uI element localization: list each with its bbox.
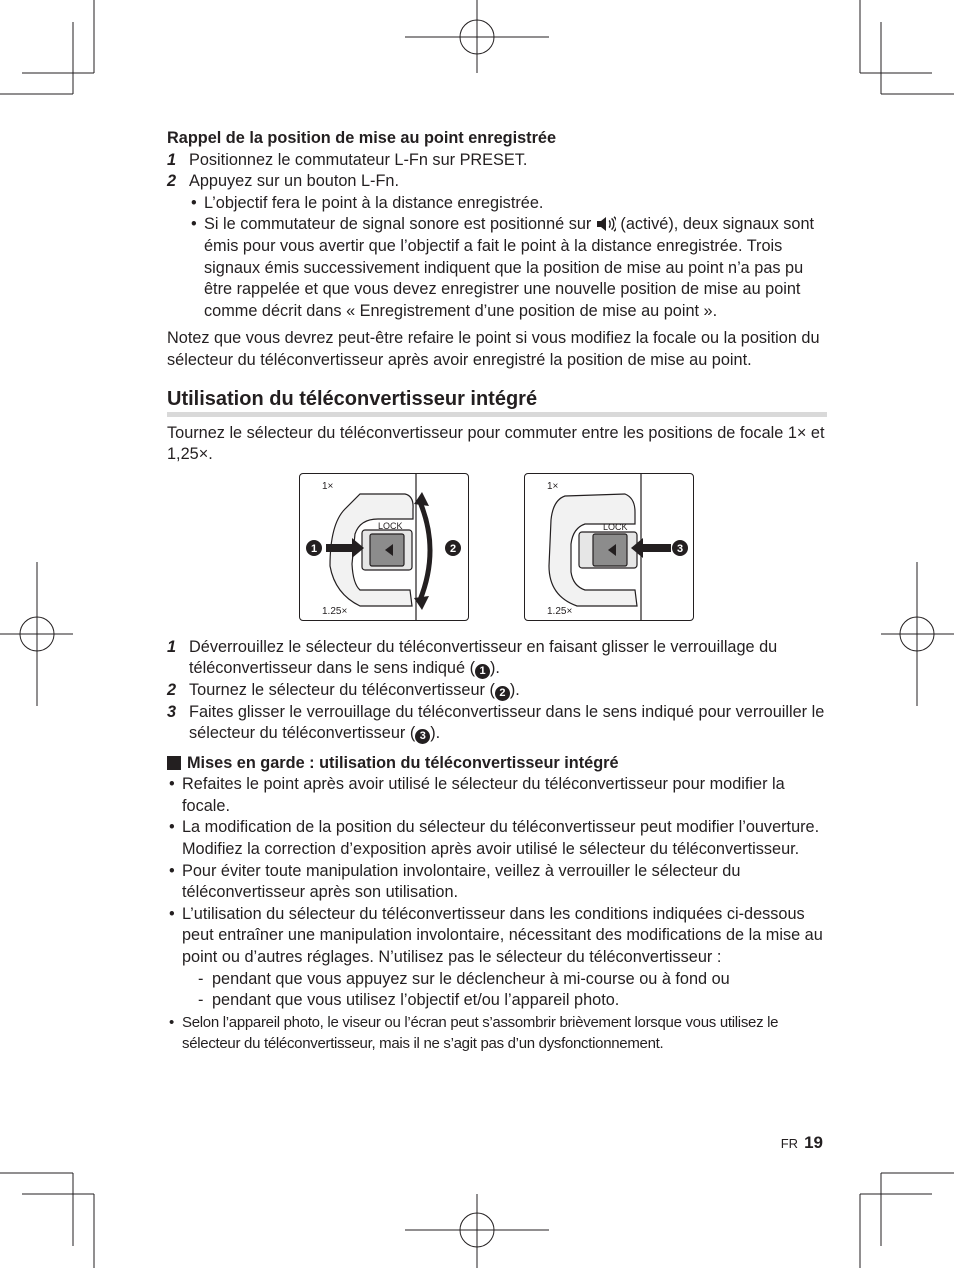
speaker-on-icon: [596, 216, 616, 232]
label-lock: LOCK: [378, 520, 403, 531]
tc-step-3: [167, 702, 829, 745]
step-text: Faites glisser le verrouillage du téléconvertisseur dans le sens indiqué pour verrouiller le sélecteur du téléconvertisseur (: [189, 702, 825, 743]
recall-step-2: [167, 171, 829, 193]
step-text: Appuyez sur un bouton L-Fn.: [189, 172, 399, 191]
caution-heading: [167, 753, 829, 775]
svg-text:2: 2: [449, 542, 457, 555]
step-text-end: ).: [509, 680, 520, 699]
step-number: 1: [167, 637, 177, 656]
step-text: Positionnez le commutateur L-Fn sur PRESET.: [189, 150, 528, 169]
section-title: Utilisation du téléconvertisseur intégré: [167, 388, 827, 417]
list-item: [189, 214, 829, 322]
label-1x: 1×: [547, 480, 559, 492]
tc-step-1: [167, 637, 829, 680]
bullet-text: L’utilisation du sélecteur du téléconvertisseur dans les conditions indiquées ci-dessous peut entraîner une manipulation involontaire, nécessitant des modifications de la mise au point ou d’autres réglages. N’utilisez pas le sélecteur du téléconvertisseur :: [182, 904, 823, 967]
bullet-text: (activé), deux signaux sont émis pour vous avertir que l’objectif a fait le point à la distance enregistrée. Trois signaux émis successivement indiquent que la position de mise au point n’a pas pu être rappelée et que vous devez enregistrer une nouvelle position de mise au point comme décrit dans « Enregistrement d’une position de mise au point ».: [204, 215, 815, 320]
step-number: 3: [167, 702, 177, 721]
svg-text:1: 1: [310, 542, 318, 555]
label-1x: 1×: [322, 480, 334, 492]
step-number: 2: [167, 172, 177, 191]
step-number: 1: [167, 150, 177, 169]
figure-lock: [524, 473, 694, 621]
tc-step-2: [167, 680, 829, 702]
step-text-end: ).: [430, 724, 441, 743]
step-text-end: ).: [490, 659, 500, 678]
list-item: - pendant que vous appuyez sur le déclencheur à mi-course ou à fond ou: [197, 969, 829, 991]
recall-bullets: [167, 193, 829, 323]
step-text: Tournez le sélecteur du téléconvertisseur (: [189, 680, 495, 699]
black-square-icon: [167, 756, 181, 770]
list-item: • La modification de la position du sélecteur du téléconvertisseur peut modifier l’ouverture. Modifiez la correction d’exposition après avoir utilisé le sélecteur du téléconvertisseur.: [167, 817, 829, 860]
teleconverter-steps: [167, 637, 829, 745]
list-item: • L’objectif fera le point à la distance enregistrée.: [189, 193, 829, 215]
recall-subtitle: Rappel de la position de mise au point enregistrée: [167, 129, 557, 147]
list-item: - pendant que vous utilisez l’objectif et/ou l’appareil photo.: [197, 990, 829, 1012]
caution-title: Mises en garde : utilisation du téléconvertisseur intégré: [187, 753, 619, 772]
language-code: FR: [780, 1136, 799, 1151]
list-item: • Pour éviter toute manipulation involontaire, veillez à verrouiller le sélecteur du téléconvertisseur après son utilisation.: [167, 861, 829, 904]
circled-number-icon: 3: [415, 729, 430, 744]
step-text: Déverrouillez le sélecteur du téléconvertisseur en faisant glisser le verrouillage du téléconvertisseur dans le sens indiqué (: [189, 637, 778, 678]
step-number: 2: [167, 680, 177, 699]
caution-dash-list: [182, 969, 829, 1012]
label-125x: 1.25×: [322, 605, 348, 617]
list-item: [167, 904, 829, 1012]
recall-step-1: [167, 150, 829, 172]
circled-number-icon: 2: [495, 686, 510, 701]
bullet-text: Si le commutateur de signal sonore est positionné sur: [204, 215, 596, 234]
svg-text:3: 3: [676, 542, 684, 555]
list-item: • Selon l’appareil photo, le viseur ou l’écran peut s’assombrir brièvement lorsque vous utilisez le sélecteur du téléconvertisseur, mais il ne s’agit pas d’un dysfonctionnement.: [167, 1012, 829, 1055]
page-number: 19: [804, 1133, 823, 1152]
page-content: [167, 128, 829, 1055]
list-item: • Refaites le point après avoir utilisé le sélecteur du téléconvertisseur pour modifier la focale.: [167, 774, 829, 817]
teleconverter-figures: [167, 470, 829, 630]
page-footer: [781, 1133, 823, 1153]
circled-number-icon: 1: [475, 664, 490, 679]
note-paragraph: Notez que vous devrez peut-être refaire le point si vous modifiez la focale ou la position du sélecteur du téléconvertisseur après avoir enregistré la position de mise au point.: [167, 329, 820, 369]
caution-bullets: [167, 774, 829, 1055]
push-arrow-icon: [641, 544, 671, 552]
figure-unlock-rotate: [299, 473, 469, 621]
label-lock: LOCK: [603, 521, 628, 532]
rotate-arrow-icon: [420, 502, 430, 600]
push-arrow-icon: [326, 544, 354, 552]
label-125x: 1.25×: [547, 605, 573, 617]
section-intro: Tournez le sélecteur du téléconvertisseur pour commuter entre les positions de focale 1× et 1,25×.: [167, 423, 825, 464]
